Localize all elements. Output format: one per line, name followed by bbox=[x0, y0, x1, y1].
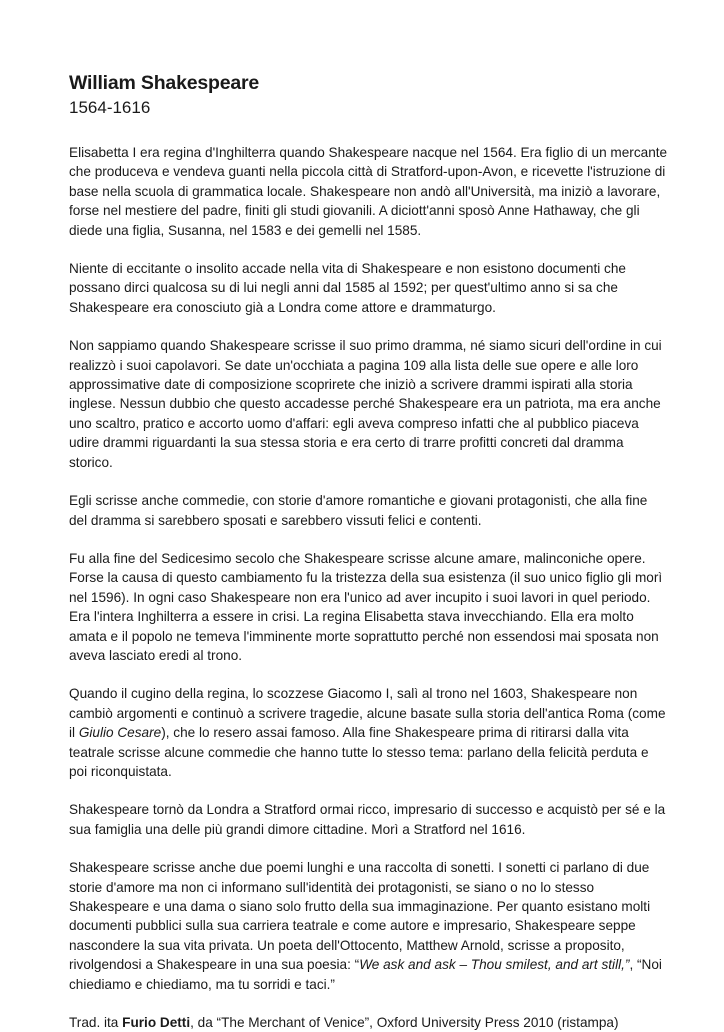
body-paragraph bbox=[69, 336, 669, 472]
body-paragraph bbox=[69, 259, 669, 317]
paragraph-text: Elisabetta I era regina d'Inghilterra quando Shakespeare nacque nel 1564. Era figlio di un mercante che produceva e vendeva guanti nella piccola città di Stratford-upon-Avon, e ricevette l'istruzione di base nella scuola di grammatica locale. Shakespeare non andò all'Università, ma iniziò a lavorare, forse nel mestiere del padre, finiti gli studi giovanili. A diciott'anni sposò Anne Hathaway, che gli diede una figlia, Susanna, nel 1583 e dei gemelli nel 1585. bbox=[69, 145, 668, 238]
italic-text: Giulio Cesare bbox=[78, 725, 162, 741]
paragraph-text: Fu alla fine del Sedicesimo secolo che Shakespeare scrisse alcune amare, malinconiche opere. Forse la causa di questo cambiamento fu la tristezza della sua esistenza (il suo unico figlio gli morì nel 1596). In ogni caso Shakespeare non era l'unico ad aver incupito i suoi lavori in quel periodo. Era l'intera Inghilterra a essere in crisi. La regina Elisabetta stava invecchiando. Ella era molto amata e il popolo ne temeva l'imminente morte soprattutto perché non essendosi mai sposata non aveva lasciato eredi al trono. bbox=[69, 550, 663, 663]
paragraph-text: Niente di eccitante o insolito accade nella vita di Shakespeare e non esistono documenti che possano dirci qualcosa su di lui negli anni dal 1585 al 1592; per quest'ultimo anno si sa che Shakespeare era conosciuto già a Londra come attore e drammaturgo. bbox=[69, 261, 626, 315]
paragraph-text: ), che lo resero assai famoso. Alla fine Shakespeare prima di ritirarsi dalla vita teatrale scrisse alcune commedie che hanno tutte lo stesso tema: parlano della felicità perduta e poi riconquistata. bbox=[69, 725, 649, 779]
paragraph-text: , “Noi chiediamo e chiediamo, ma tu sorridi e taci.” bbox=[69, 957, 662, 992]
credit-source: , da “The Merchant of Venice”, Oxford University Press 2010 (ristampa) bbox=[190, 1015, 619, 1031]
translator-name: Furio Detti bbox=[122, 1015, 191, 1031]
paragraph-text: Shakespeare scrisse anche due poemi lunghi e una raccolta di sonetti. I sonetti ci parlano di due storie d'amore ma non ci informano sull'identità dei protagonisti, se siano o no lo stesso Shakespeare e una dama o siano solo frutto della sua immaginazione. Per quanto esistano molti documenti pubblici sulla sua carriera teatrale e come autore e impresario, Shakespeare seppe nascondere la sua vita privata. Un poeta dell'Ottocento, Matthew Arnold, scrisse a proposito, rivolgendosi a Shakespeare in una sua poesia: “ bbox=[69, 860, 651, 973]
document-title: William Shakespeare bbox=[69, 72, 260, 94]
document-page bbox=[69, 70, 669, 1032]
paragraph-text: Non sappiamo quando Shakespeare scrisse il suo primo dramma, né siamo sicuri dell'ordine in cui realizzò i suoi capolavori. Se date un'occhiata a pagina 109 alla lista delle sue opere e alle loro approssimative date di composizione scoprirete che iniziò a scrivere drammi ispirati alla storia inglese. Nessun dubbio che questo accadesse perché Shakespeare era un patriota, ma era anche uno scaltro, pratico e accorto uomo d'affari: egli aveva compreso infatti che al pubblico piaceva udire drammi riguardanti la sua stessa storia e era certo di trarre profitti concreti dal dramma storico. bbox=[69, 338, 662, 470]
credit-prefix: Trad. ita bbox=[69, 1015, 123, 1031]
translation-credit bbox=[69, 1013, 669, 1032]
body-paragraph bbox=[69, 549, 669, 665]
paragraph-text: Shakespeare tornò da Londra a Stratford ormai ricco, impresario di successo e acquistò per sé e la sua famiglia una delle più grandi dimore cittadine. Morì a Stratford nel 1616. bbox=[69, 802, 666, 837]
paragraph-text: Quando il cugino della regina, lo scozzese Giacomo I, salì al trono nel 1603, Shakespeare non cambiò argomenti e continuò a scrivere tragedie, alcune basate sulla storia dell'antica Roma (come il bbox=[69, 686, 666, 741]
body-paragraph bbox=[69, 858, 669, 994]
body-paragraph bbox=[69, 143, 669, 240]
italic-text: We ask and ask – Thou smilest, and art still,” bbox=[359, 957, 630, 973]
body-paragraph bbox=[69, 491, 669, 530]
life-dates: 1564-1616 bbox=[69, 98, 151, 117]
document-body bbox=[69, 143, 669, 994]
body-paragraph bbox=[69, 800, 669, 839]
paragraph-text: Egli scrisse anche commedie, con storie d'amore romantiche e giovani protagonisti, che alla fine del dramma si sarebbero sposati e sarebbero vissuti felici e contenti. bbox=[69, 493, 648, 528]
body-paragraph bbox=[69, 684, 669, 781]
